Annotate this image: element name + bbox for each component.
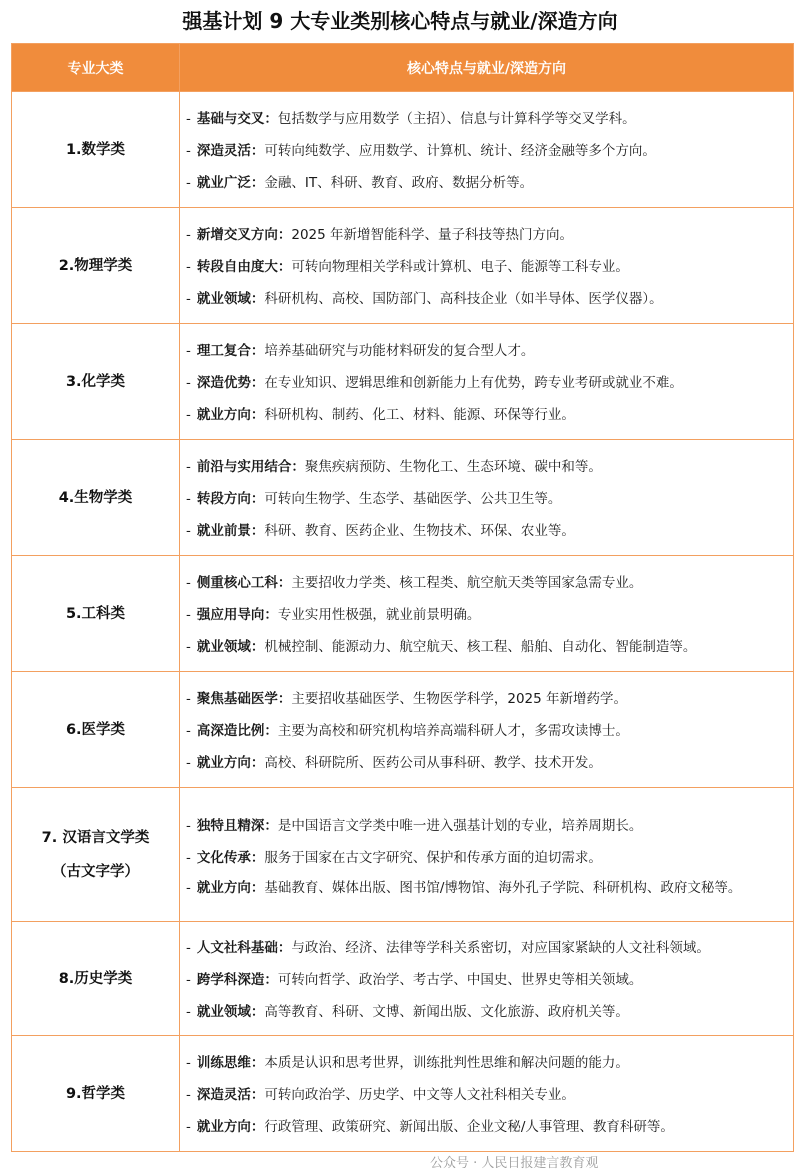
category-sublabel: （古文字学） [52,863,139,880]
table-row [12,324,794,440]
bullet-dash: - [186,490,191,507]
item-key: 独特且精深： [196,817,278,834]
category-cell [12,672,180,788]
item-text: 2025 年新增智能科学、量子科技等热门方向。 [291,226,574,243]
page-title: 强基计划 9 大专业类别核心特点与就业/深造方向 [182,9,618,33]
details-cell [180,440,794,556]
item-key: 理工复合： [196,342,265,359]
item-key: 聚焦基础医学： [196,690,292,707]
category-label: 3.化学类 [65,373,126,390]
bullet-dash: - [186,638,191,655]
bullet-dash: - [186,754,191,771]
majors-table [11,43,794,1152]
header-category: 专业大类 [12,44,180,92]
details-list [180,95,793,205]
details-list [180,443,793,553]
item-key: 文化传承： [196,849,265,866]
category-label: 2.物理学类 [58,257,133,274]
item-text: 行政管理、政策研究、新闻出版、企业文秘/人事管理、教育科研等。 [264,1118,674,1135]
category-cell [12,92,180,208]
list-item [186,631,783,663]
list-item [186,1111,783,1143]
item-key: 深造优势： [196,374,265,391]
bullet-dash: - [186,1054,191,1071]
item-text: 主要招收基础医学、生物医学科学，2025 年新增药学。 [291,690,628,707]
list-item [186,932,783,964]
category-label: 5.工科类 [65,605,126,622]
bullet-dash: - [186,174,191,191]
table-row [12,922,794,1036]
details-cell [180,672,794,788]
item-text: 主要招收力学类、核工程类、航空航天类等国家急需专业。 [291,574,643,591]
details-cell [180,92,794,208]
item-text: 机械控制、能源动力、航空航天、核工程、船舶、自动化、智能制造等。 [264,638,697,655]
item-text: 是中国语言文学类中唯一进入强基计划的专业，培养周期长。 [277,817,643,834]
item-text: 科研机构、高校、国防部门、高科技企业（如半导体、医学仪器）。 [264,290,663,307]
list-item [186,515,783,547]
list-item [186,842,783,874]
bullet-dash: - [186,722,191,739]
category-label: 1.数学类 [65,141,126,158]
list-item [186,399,783,431]
table-row [12,1036,794,1152]
list-item [186,167,783,199]
item-key: 跨学科深造： [196,971,278,988]
bullet-dash: - [186,574,191,591]
details-cell [180,208,794,324]
details-cell [180,556,794,672]
details-cell [180,1036,794,1152]
list-item [186,219,783,251]
item-key: 强应用导向： [196,606,278,623]
list-item [186,747,783,779]
item-text: 金融、IT、科研、教育、政府、数据分析等。 [264,174,534,191]
bullet-dash: - [186,258,191,275]
item-key: 就业广泛： [196,174,265,191]
table-row [12,440,794,556]
details-list [180,924,793,1034]
item-key: 就业前景： [196,522,265,539]
table-row [12,92,794,208]
header-details: 核心特点与就业/深造方向 [180,44,794,92]
item-text: 本质是认识和思考世界，训练批判性思维和解决问题的能力。 [264,1054,629,1071]
item-key: 就业方向： [196,754,265,771]
bullet-dash: - [186,690,191,707]
item-text: 可转向政治学、历史学、中文等人文社科相关专业。 [264,1086,575,1103]
details-list [180,211,793,321]
table-row [12,788,794,922]
table-row [12,208,794,324]
list-item [186,874,783,902]
item-key: 深造灵活： [196,1086,265,1103]
bullet-dash: - [186,817,191,834]
category-label: 9.哲学类 [65,1085,126,1102]
item-key: 人文社科基础： [196,939,292,956]
item-text: 聚焦疾病预防、生物化工、生态环境、碳中和等。 [304,458,602,475]
table-header-row [12,44,794,92]
item-text: 服务于国家在古文字研究、保护和传承方面的迫切需求。 [264,849,602,866]
bullet-dash: - [186,374,191,391]
item-key: 就业方向： [196,406,265,423]
list-item [186,599,783,631]
bullet-dash: - [186,1118,191,1135]
item-text: 培养基础研究与功能材料研发的复合型人才。 [264,342,535,359]
list-item [186,683,783,715]
item-text: 包括数学与应用数学（主招）、信息与计算科学等交叉学科。 [277,110,636,127]
details-list [180,1039,793,1149]
list-item [186,715,783,747]
bullet-dash: - [186,606,191,623]
details-cell [180,324,794,440]
table-body [12,92,794,1152]
list-item [186,996,783,1028]
item-text: 在专业知识、逻辑思维和创新能力上有优势，跨专业考研或就业不难。 [264,374,683,391]
item-key: 训练思维： [196,1054,265,1071]
item-text: 与政治、经济、法律等学科关系密切，对应国家紧缺的人文社科领域。 [291,939,710,956]
list-item [186,1079,783,1111]
bullet-dash: - [186,939,191,956]
bullet-dash: - [186,879,191,896]
bullet-dash: - [186,342,191,359]
item-key: 就业领域： [196,638,265,655]
details-cell [180,922,794,1036]
details-cell [180,788,794,922]
bullet-dash: - [186,110,191,127]
item-key: 就业领域： [196,1003,265,1020]
bullet-dash: - [186,971,191,988]
bullet-dash: - [186,142,191,159]
list-item [186,1047,783,1079]
item-key: 新增交叉方向： [196,226,292,243]
details-list [180,675,793,785]
category-cell [12,440,180,556]
category-label: 4.生物学类 [58,489,133,506]
item-text: 专业实用性极强，就业前景明确。 [277,606,481,623]
item-key: 转段自由度大： [196,258,292,275]
item-text: 可转向哲学、政治学、考古学、中国史、世界史等相关领域。 [277,971,643,988]
bullet-dash: - [186,522,191,539]
category-cell [12,324,180,440]
item-key: 前沿与实用结合： [196,458,305,475]
item-key: 转段方向： [196,490,265,507]
list-item [186,251,783,283]
bullet-dash: - [186,406,191,423]
item-key: 就业方向： [196,1118,265,1135]
list-item [186,964,783,996]
item-key: 就业领域： [196,290,265,307]
category-label: 7. 汉语言文学类 [41,829,150,846]
item-key: 高深造比例： [196,722,278,739]
bullet-dash: - [186,226,191,243]
category-cell [12,208,180,324]
category-cell [12,788,180,922]
list-item [186,567,783,599]
bullet-dash: - [186,1086,191,1103]
list-item [186,367,783,399]
bullet-dash: - [186,290,191,307]
list-item [186,451,783,483]
footer-watermark: 公众号 · 人民日报建言教育观 [430,1156,599,1171]
item-text: 可转向生物学、生态学、基础医学、公共卫生等。 [264,490,562,507]
list-item [186,335,783,367]
bullet-dash: - [186,458,191,475]
item-key: 深造灵活： [196,142,265,159]
details-list [180,327,793,437]
item-key: 侧重核心工科： [196,574,292,591]
category-cell [12,1036,180,1152]
item-text: 科研、教育、医药企业、生物技术、环保、农业等。 [264,522,575,539]
list-item [186,135,783,167]
item-text: 可转向物理相关学科或计算机、电子、能源等工科专业。 [291,258,629,275]
list-item [186,283,783,315]
item-key: 基础与交叉： [196,110,278,127]
details-list [180,802,793,908]
category-cell [12,922,180,1036]
category-label: 8.历史学类 [58,970,133,987]
item-text: 高等教育、科研、文博、新闻出版、文化旅游、政府机关等。 [264,1003,629,1020]
category-cell [12,556,180,672]
item-text: 主要为高校和研究机构培养高端科研人才，多需攻读博士。 [277,722,629,739]
list-item [186,810,783,842]
category-label: 6.医学类 [65,721,126,738]
item-key: 就业方向： [196,879,265,896]
table-row [12,672,794,788]
table-row [12,556,794,672]
bullet-dash: - [186,1003,191,1020]
list-item [186,103,783,135]
details-list [180,559,793,669]
item-text: 科研机构、制药、化工、材料、能源、环保等行业。 [264,406,575,423]
item-text: 基础教育、媒体出版、图书馆/博物馆、海外孔子学院、科研机构、政府文秘等。 [264,879,742,896]
bullet-dash: - [186,849,191,866]
item-text: 高校、科研院所、医药公司从事科研、教学、技术开发。 [264,754,602,771]
list-item [186,483,783,515]
item-text: 可转向纯数学、应用数学、计算机、统计、经济金融等多个方向。 [264,142,656,159]
